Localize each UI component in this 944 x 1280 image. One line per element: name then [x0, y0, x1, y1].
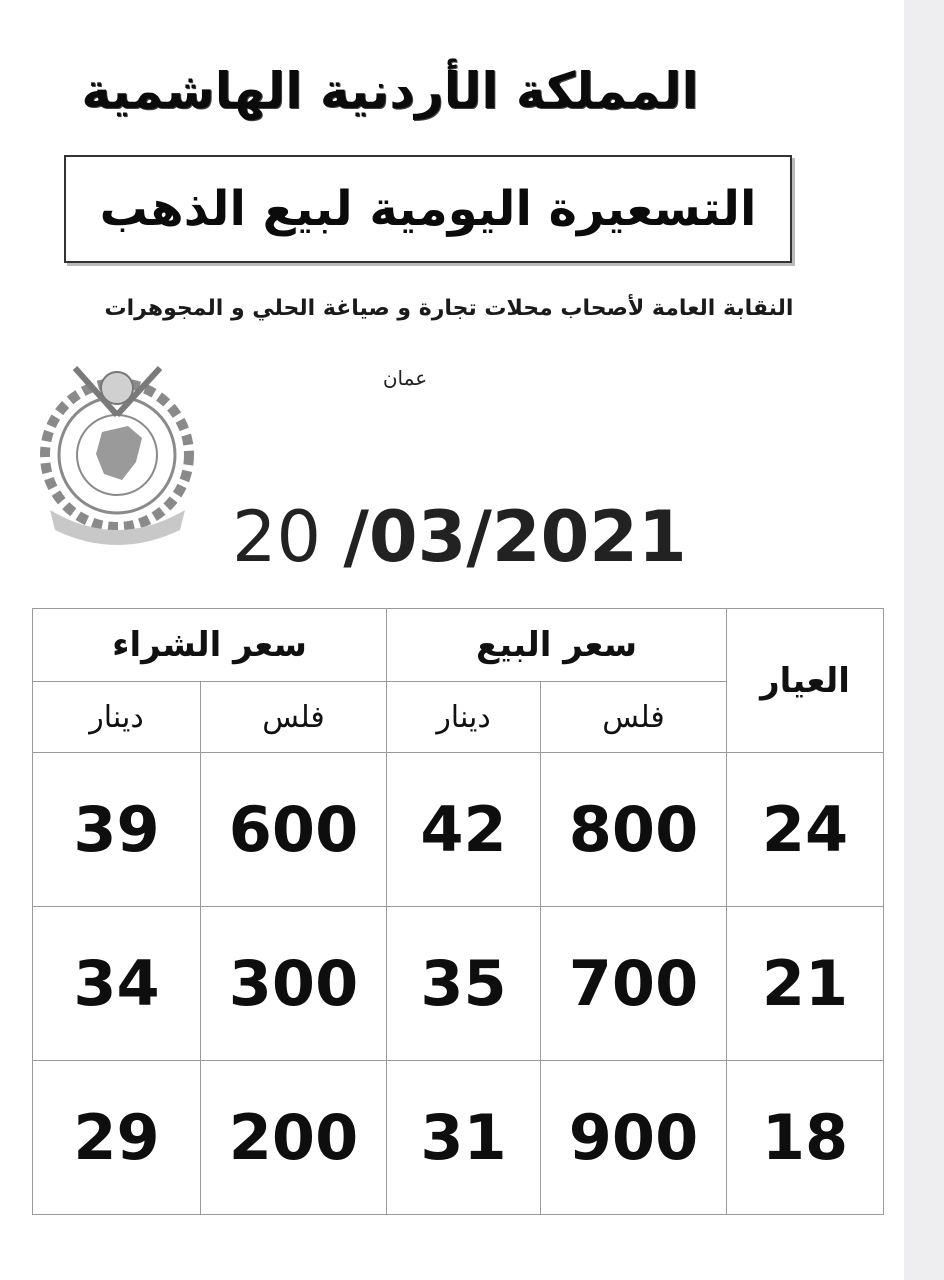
buy-dinar-cell: 39 [33, 753, 201, 907]
buy-fils-cell: 200 [201, 1061, 387, 1215]
sell-fils-header: فلس [541, 682, 727, 753]
sell-price-header: سعر البيع [387, 609, 727, 682]
sell-dinar-cell: 31 [387, 1061, 541, 1215]
buy-fils-header: فلس [201, 682, 387, 753]
city-name: عمان [382, 366, 428, 390]
sell-fils-cell: 800 [541, 753, 727, 907]
table-row [33, 907, 884, 1061]
sell-fils-cell: 700 [541, 907, 727, 1061]
table-row [33, 753, 884, 907]
buy-dinar-header: دينار [33, 682, 201, 753]
association-name: النقابة العامة لأصحاب محلات تجارة و صياغة الحلي و المجوهرات [104, 296, 794, 321]
karat-cell: 21 [727, 907, 884, 1061]
sell-fils-cell: 900 [541, 1061, 727, 1215]
date-month-year: /03/2021 [343, 496, 687, 578]
gold-price-table [32, 608, 884, 1215]
buy-fils-cell: 600 [201, 753, 387, 907]
sell-dinar-header: دينار [387, 682, 541, 753]
price-date [232, 496, 687, 578]
date-day: 20 [232, 496, 322, 578]
sell-dinar-cell: 35 [387, 907, 541, 1061]
karat-header: العيار [727, 609, 884, 753]
side-strip [904, 0, 944, 1280]
karat-cell: 24 [727, 753, 884, 907]
syndicate-emblem-icon [30, 360, 205, 545]
karat-cell: 18 [727, 1061, 884, 1215]
buy-price-header: سعر الشراء [33, 609, 387, 682]
title-box [64, 155, 792, 263]
buy-dinar-cell: 34 [33, 907, 201, 1061]
table-row [33, 1061, 884, 1215]
kingdom-heading: المملكة الأردنية الهاشمية [81, 62, 699, 120]
page-title: التسعيرة اليومية لبيع الذهب [99, 181, 757, 237]
buy-fils-cell: 300 [201, 907, 387, 1061]
buy-dinar-cell: 29 [33, 1061, 201, 1215]
sell-dinar-cell: 42 [387, 753, 541, 907]
